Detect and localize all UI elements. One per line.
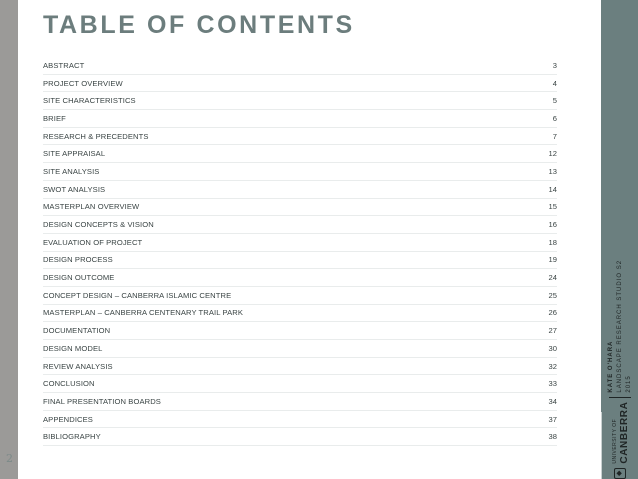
toc-entry [43,216,557,234]
toc-entry-label: APPENDICES [43,414,93,424]
university-logo-name: CANBERRA [619,401,630,464]
toc-entry [43,358,557,376]
toc-entry-page: 19 [548,255,557,265]
toc-entry-page: 5 [552,96,557,106]
toc-entry [43,75,557,93]
author-name: KATE O'HARA [607,340,614,393]
toc-entry-page: 37 [548,414,557,424]
toc-entry-label: SITE APPRAISAL [43,149,106,159]
credit-divider [609,397,631,398]
toc-entry-page: 7 [552,131,557,141]
toc-entry-page: 25 [548,290,557,300]
university-crest-icon: ◆ [614,468,626,479]
toc-entry-label: REVIEW ANALYSIS [43,361,113,371]
toc-entry-label: MASTERPLAN OVERVIEW [43,202,140,212]
toc-entry [43,145,557,163]
university-logo [611,402,629,464]
toc-entry [43,92,557,110]
toc-entry [43,428,557,446]
toc-entry-page: 24 [548,273,557,283]
toc-entry-label: BRIEF [43,113,66,123]
toc-entry-label: ABSTRACT [43,60,85,70]
toc-entry [43,181,557,199]
toc-entry [43,322,557,340]
course-name: LANDSCAPE RESEARCH STUDIO S2 2015 [616,259,632,393]
toc-entry-page: 18 [548,237,557,247]
toc-entry-page: 33 [548,379,557,389]
toc-entry-label: CONCLUSION [43,379,95,389]
toc-entry [43,269,557,287]
toc-entry-label: SITE CHARACTERISTICS [43,96,136,106]
toc-entry-page: 13 [548,166,557,176]
page-title: TABLE OF CONTENTS [43,11,355,39]
toc-entry-page: 30 [548,343,557,353]
toc-entry [43,287,557,305]
university-logo-small: UNIVERSITY OF [612,418,618,464]
toc-entry-label: CONCEPT DESIGN – CANBERRA ISLAMIC CENTRE [43,290,232,300]
toc-entry-label: EVALUATION OF PROJECT [43,237,143,247]
toc-entry-label: BIBLIOGRAPHY [43,432,101,442]
page-number: 2 [6,452,13,465]
credit-text [607,249,634,393]
toc-entry-label: DESIGN OUTCOME [43,273,115,283]
toc-entry [43,234,557,252]
toc-entry [43,128,557,146]
toc-entry-page: 26 [548,308,557,318]
toc-entry [43,393,557,411]
toc-entry-label: DESIGN CONCEPTS & VISION [43,220,154,230]
toc-entry [43,340,557,358]
toc-entry-page: 27 [548,326,557,336]
toc-list [43,57,557,446]
toc-entry [43,110,557,128]
vertical-credit-block [602,249,638,479]
toc-entry-page: 12 [548,149,557,159]
toc-entry [43,305,557,323]
toc-entry-page: 4 [552,78,557,88]
left-edge-strip [0,0,18,479]
toc-entry-label: RESEARCH & PRECEDENTS [43,131,149,141]
toc-entry-label: DOCUMENTATION [43,326,111,336]
toc-entry [43,57,557,75]
toc-entry-page: 38 [548,432,557,442]
toc-entry-page: 15 [548,202,557,212]
toc-entry [43,199,557,217]
toc-entry [43,163,557,181]
toc-entry-page: 16 [548,220,557,230]
toc-entry-page: 6 [552,113,557,123]
toc-entry-page: 32 [548,361,557,371]
toc-entry-label: SITE ANALYSIS [43,166,100,176]
toc-entry-label: DESIGN PROCESS [43,255,113,265]
toc-entry-label: PROJECT OVERVIEW [43,78,123,88]
toc-entry-label: DESIGN MODEL [43,343,103,353]
toc-entry-label: SWOT ANALYSIS [43,184,106,194]
toc-entry [43,252,557,270]
toc-entry [43,375,557,393]
toc-entry-label: FINAL PRESENTATION BOARDS [43,396,161,406]
toc-entry-page: 3 [552,60,557,70]
toc-entry-page: 34 [548,396,557,406]
toc-entry-label: MASTERPLAN – CANBERRA CENTENARY TRAIL PARK [43,308,244,318]
toc-entry [43,411,557,429]
toc-entry-page: 14 [548,184,557,194]
